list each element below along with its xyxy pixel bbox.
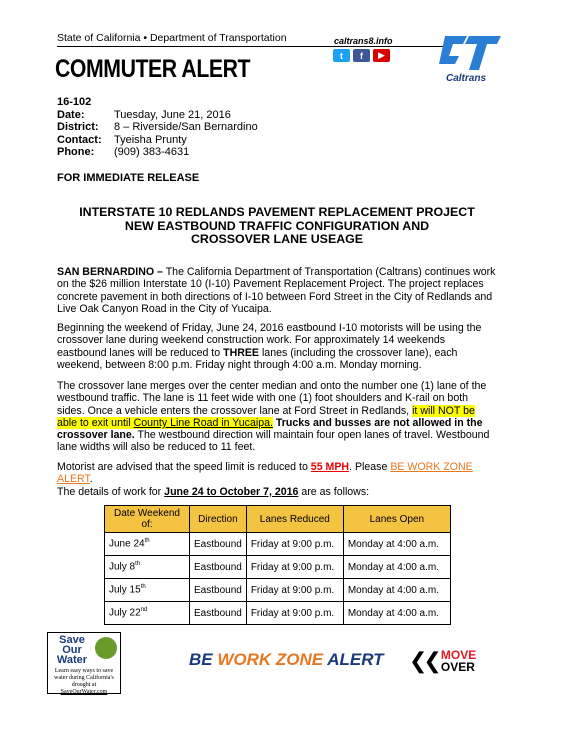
table-row: July 22nd Eastbound Friday at 9:00 p.m. Monday at 4:00 a.m.: [105, 602, 451, 625]
facebook-icon[interactable]: f: [353, 49, 370, 62]
agency-line: State of California • Department of Transportation: [57, 32, 287, 44]
move-over-logo: ❮❮ MOVE OVER: [409, 648, 477, 674]
social-icons: [333, 49, 390, 62]
paragraph-crossover: The crossover lane merges over the center median and onto the number one (1) lane of the westbound traffic. The lane is 11 feet wide with one (1) foot shoulders and K-rail on both sides. Once a vehicle enters the crossover lane at Ford Street in Redlands, it will NOT be able to exit until County Line Road in Yucaipa. Trucks and busses are not allowed in the crossover lane. The westbound direction will maintain four open lanes of travel. Westbound lane widths will also be reduced to 11 feet.: [57, 380, 490, 454]
table-header-row: [105, 506, 451, 533]
headline: INTERSTATE 10 REDLANDS PAVEMENT REPLACEMENT PROJECT NEW EASTBOUND TRAFFIC CONFIGURATION AND CROSSOVER LANE USEAGE: [79, 205, 475, 246]
youtube-icon[interactable]: ▶: [373, 49, 390, 62]
be-work-zone-alert-logo: BE WORK ZONE ALERT: [189, 650, 384, 669]
table-row: June 24th Eastbound Friday at 9:00 p.m. Monday at 4:00 a.m.: [105, 533, 451, 556]
twitter-icon[interactable]: t: [333, 49, 350, 62]
paragraph-details: The details of work for June 24 to October 7, 2016 are as follows:: [57, 486, 370, 498]
column-header: Lanes Reduced: [246, 506, 343, 533]
paragraph-schedule: Beginning the weekend of Friday, June 24, 2016 eastbound I-10 motorists will be using the crossover lane during weekend construction work. For approximately 14 weekends eastbound lanes will be reduced to THREE lanes (including the crossover lane), each weekend, between 8:00 p.m. Friday night through 4:00 a.m. Monday morning.: [57, 322, 482, 371]
column-header: Date Weekend of:: [105, 506, 190, 533]
header-rule: [57, 46, 443, 47]
column-header: Direction: [190, 506, 247, 533]
release-number: 16-102: [57, 96, 92, 108]
website-link[interactable]: caltrans8.info: [334, 36, 393, 46]
paragraph-intro: SAN BERNARDINO – The California Department of Transportation (Caltrans) continues work on the $26 million Interstate 10 (I-10) Pavement Replacement Project. The project replaces concrete pavement in both directions of I-10 between Ford Street in the City of Redlands and Live Oak Canyon Road in the City of Yucaipa.: [57, 266, 496, 315]
table-row: July 8th Eastbound Friday at 9:00 p.m. Monday at 4:00 a.m.: [105, 556, 451, 579]
meta-row: Date: Tuesday, June 21, 2016: [57, 108, 231, 121]
save-our-water-badge: Save Our Water Learn easy ways to save water during California's drought at SaveOurWater.com: [47, 632, 121, 694]
table-row: July 15th Eastbound Friday at 9:00 p.m. Monday at 4:00 a.m.: [105, 579, 451, 602]
release-meta: [57, 96, 258, 159]
meta-row: Phone: (909) 383-4631: [57, 146, 190, 159]
caltrans-wordmark: Caltrans: [446, 73, 487, 84]
paragraph-speed: Motorist are advised that the speed limit is reduced to 55 MPH. Please BE WORK ZONE ALERT.: [57, 461, 473, 486]
chevron-icon: ❮❮: [409, 648, 438, 673]
meta-row: Contact: Tyeisha Prunty: [57, 133, 187, 146]
meta-row: District: 8 – Riverside/San Bernardino: [57, 121, 258, 134]
save-our-water-link[interactable]: SaveOurWater.com: [60, 689, 108, 695]
schedule-table: [104, 505, 451, 625]
bear-icon: [95, 637, 117, 659]
column-header: Lanes Open: [343, 506, 450, 533]
release-type: FOR IMMEDIATE RELEASE: [57, 172, 200, 184]
page-title: COMMUTER ALERT: [55, 55, 251, 83]
